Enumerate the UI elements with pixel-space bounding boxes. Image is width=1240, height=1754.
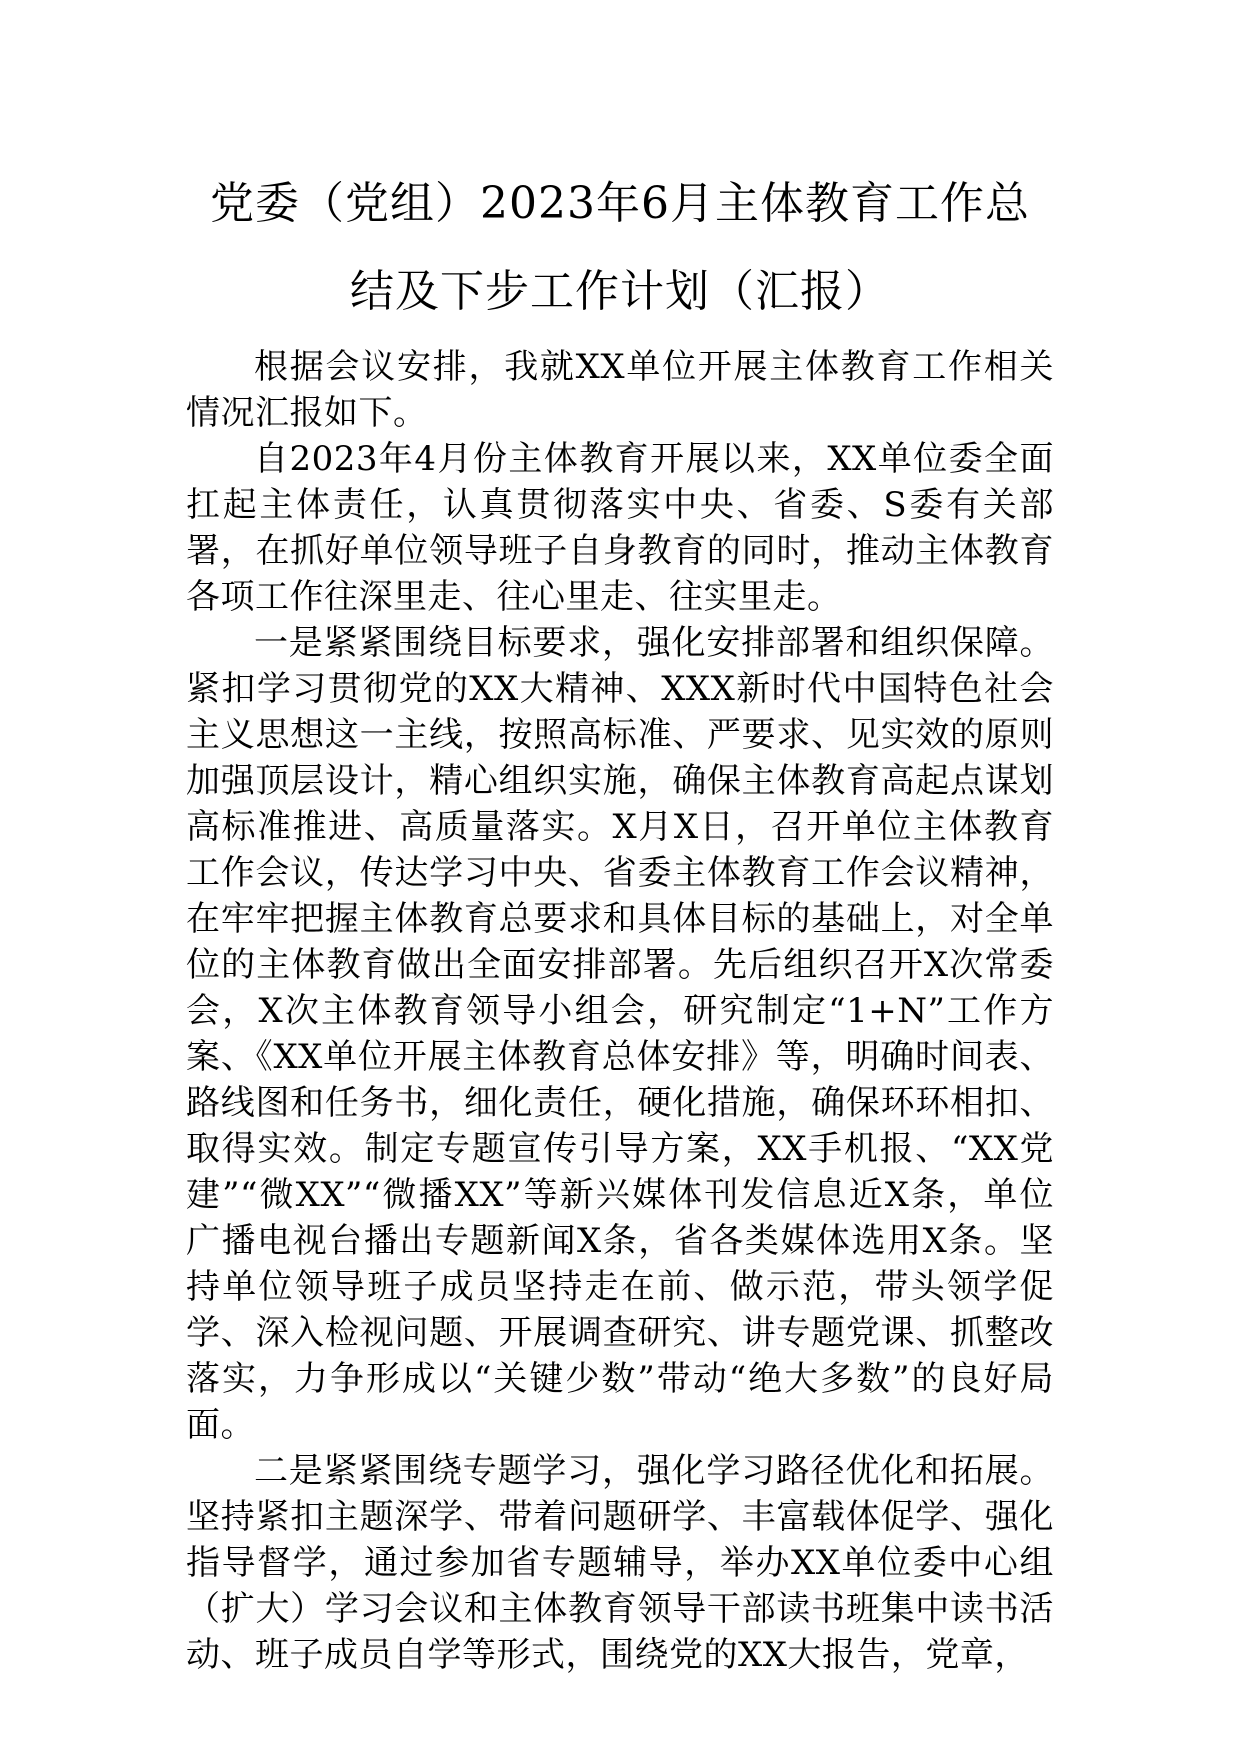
document-body bbox=[186, 344, 1054, 1678]
paragraph-overview: 自2023年4月份主体教育开展以来，XX单位委全面扛起主体责任，认真贯彻落实中央、省委、S委有关部署，在抓好单位领导班子自身教育的同时，推动主体教育各项工作往深里走、往心里走、往实里走。 bbox=[186, 439, 1054, 617]
paragraph-intro: 根据会议安排，我就XX单位开展主体教育工作相关情况汇报如下。 bbox=[186, 347, 1054, 433]
title-line-1: 党委（党组）2023年6月主体教育工作总 bbox=[210, 178, 1030, 229]
paragraph-point-two: 二是紧紧围绕专题学习，强化学习路径优化和拓展。坚持紧扣主题深学、带着问题研学、丰富载体促学、强化指导督学，通过参加省专题辅导，举办XX单位委中心组（扩大）学习会议和主体教育领导干部读书班集中读书活动、班子成员自学等形式，围绕党的XX大报告，党章， bbox=[186, 1451, 1054, 1675]
title-line-2: 结及下步工作计划（汇报） bbox=[350, 266, 890, 317]
document-page bbox=[186, 160, 1054, 1678]
document-title bbox=[186, 160, 1054, 336]
paragraph-point-one: 一是紧紧围绕目标要求，强化安排部署和组织保障。紧扣学习贯彻党的XX大精神、XXX新时代中国特色社会主义思想这一主线，按照高标准、严要求、见实效的原则加强顶层设计，精心组织实施，确保主体教育高起点谋划高标准推进、高质量落实。X月X日，召开单位主体教育工作会议，传达学习中央、省委主体教育工作会议精神，在牢牢把握主体教育总要求和具体目标的基础上，对全单位的主体教育做出全面安排部署。先后组织召开X次常委会，X次主体教育领导小组会，研究制定“1+N”工作方案、《XX单位开展主体教育总体安排》等，明确时间表、路线图和任务书，细化责任，硬化措施，确保环环相扣、取得实效。制定专题宣传引导方案，XX手机报、“XX党建”“微XX”“微播XX”等新兴媒体刊发信息近X条，单位广播电视台播出专题新闻X条，省各类媒体选用X条。坚持单位领导班子成员坚持走在前、做示范，带头领学促学、深入检视问题、开展调查研究、讲专题党课、抓整改落实，力争形成以“关键少数”带动“绝大多数”的良好局面。 bbox=[186, 623, 1054, 1445]
